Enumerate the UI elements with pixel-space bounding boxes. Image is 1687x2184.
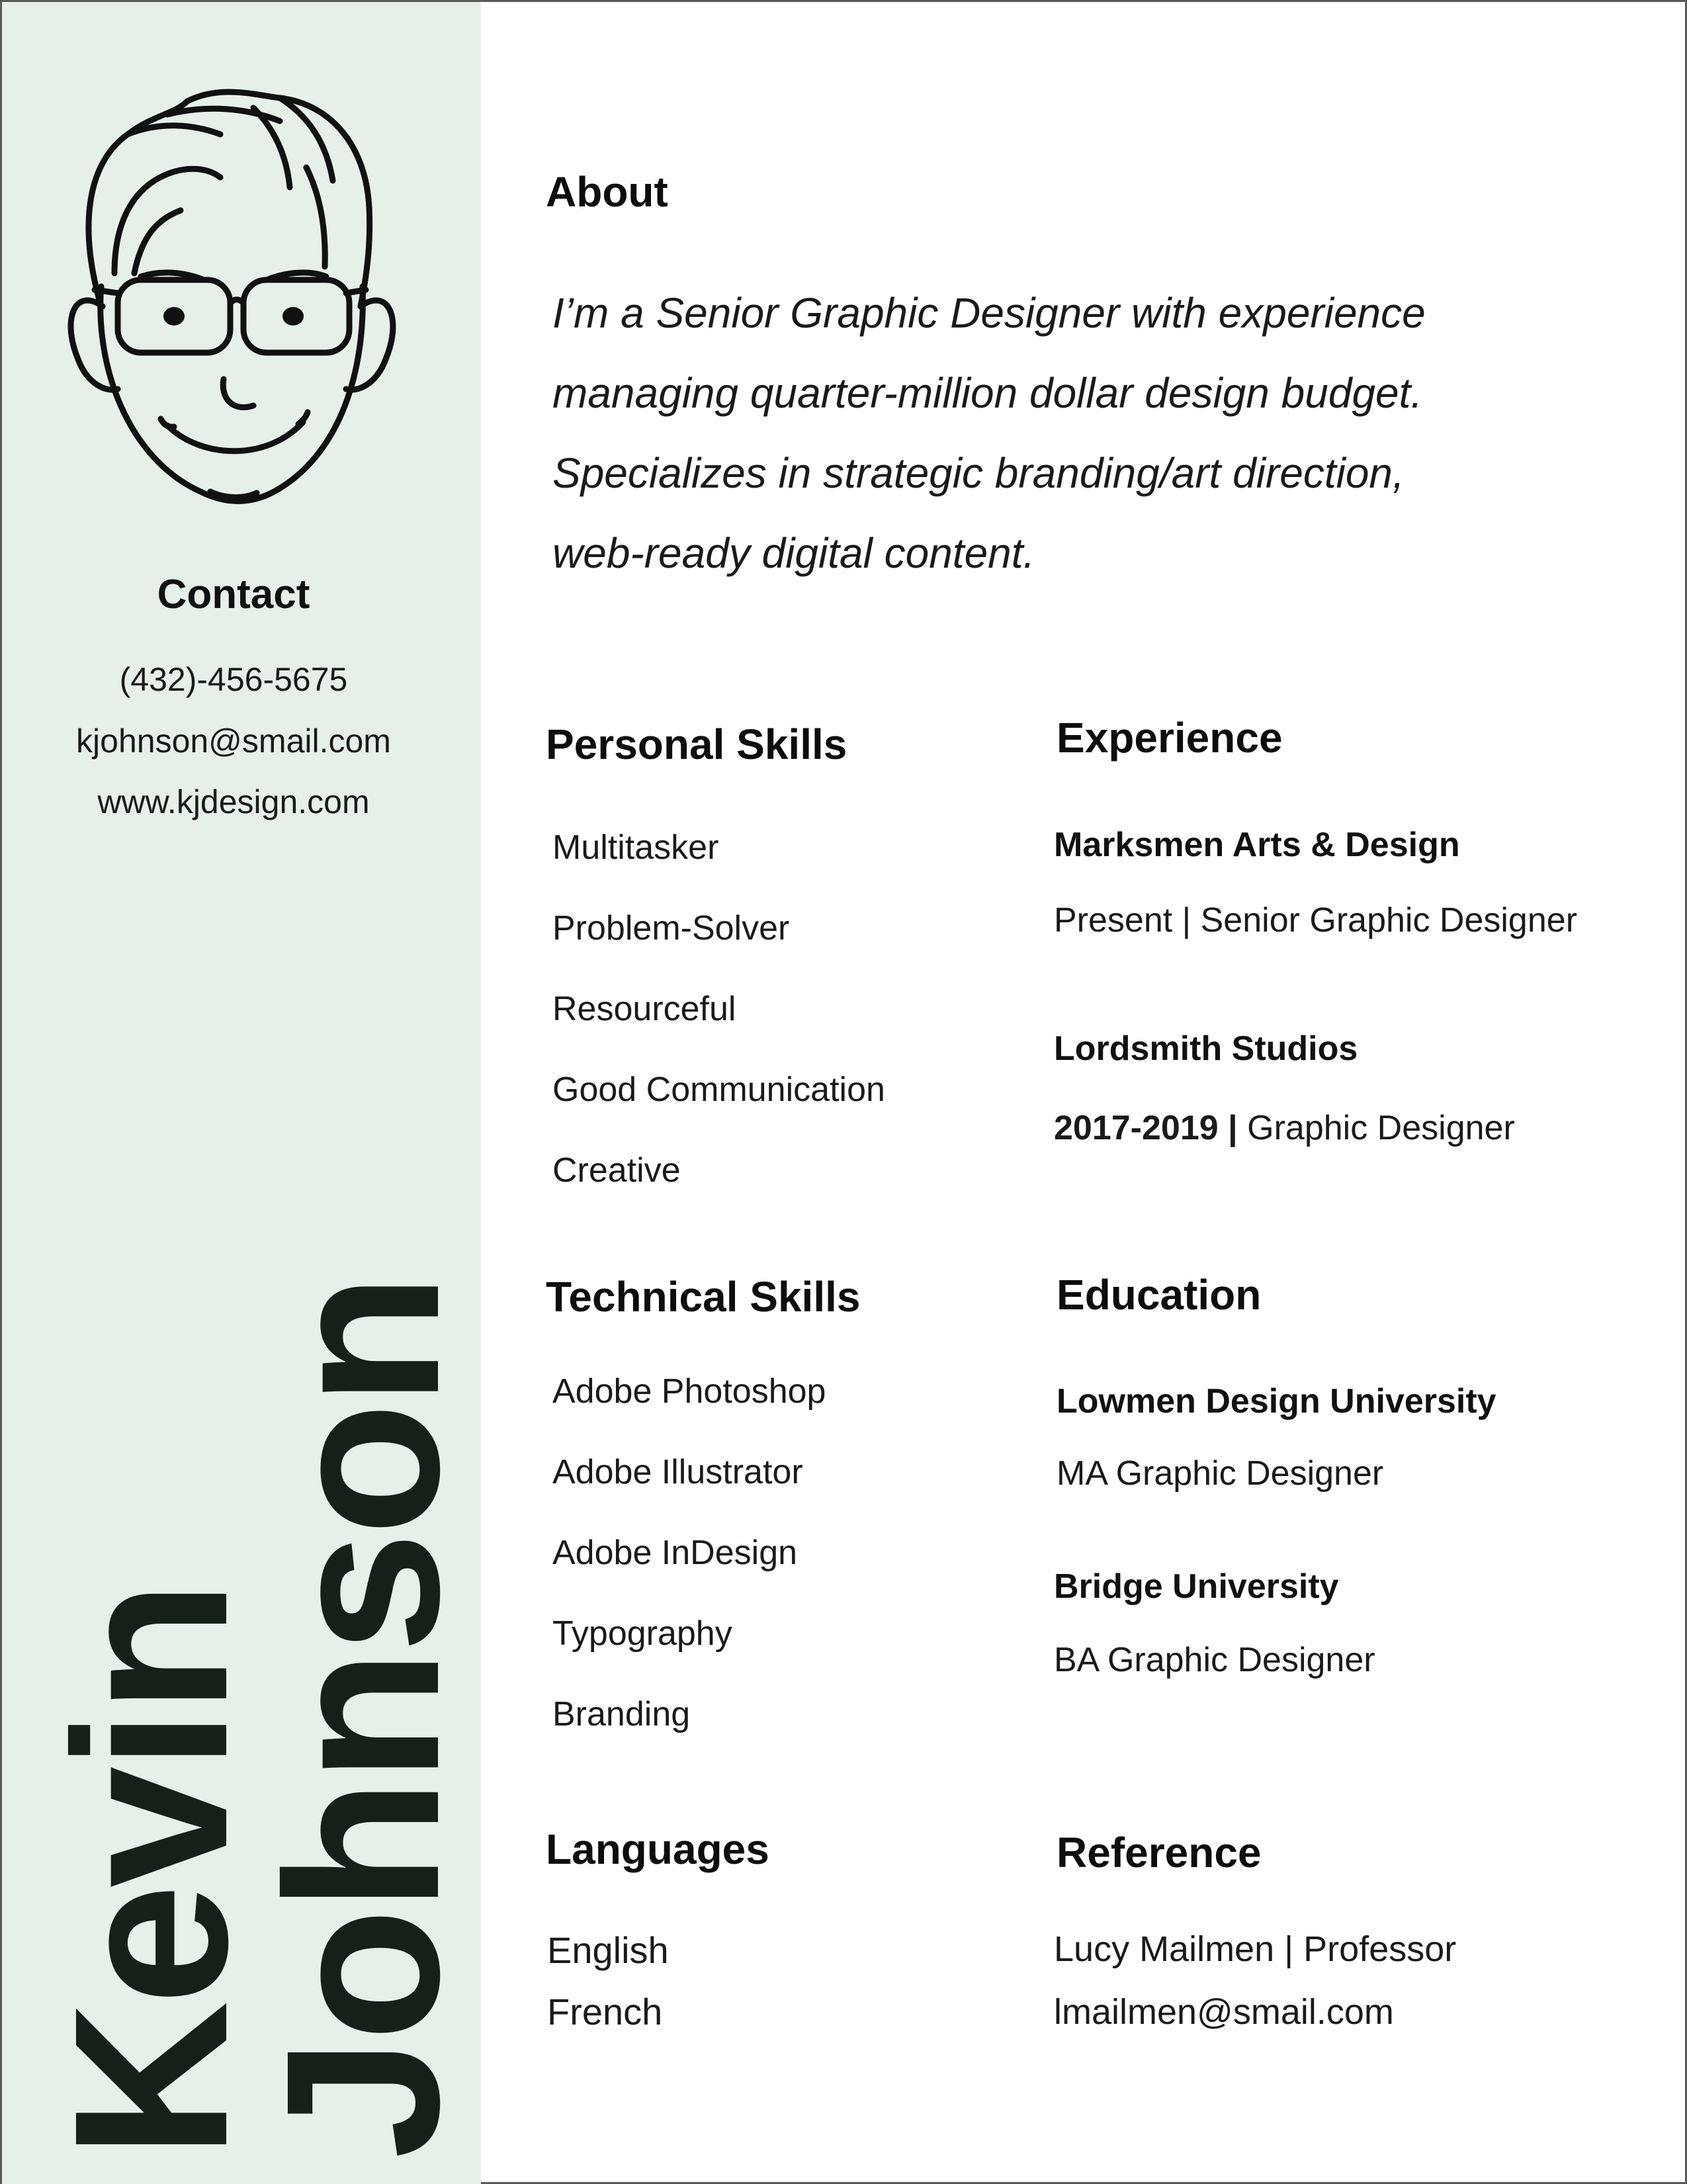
- experience-period: Present: [1054, 901, 1173, 939]
- list-item: Branding: [552, 1695, 691, 1733]
- experience-heading: Experience: [1057, 714, 1283, 762]
- experience-company: Marksmen Arts & Design: [1054, 826, 1460, 864]
- education-school: Lowmen Design University: [1057, 1382, 1496, 1420]
- education-heading: Education: [1057, 1271, 1262, 1319]
- list-item: Resourceful: [552, 990, 736, 1028]
- list-item: Good Communication: [552, 1070, 885, 1109]
- sidebar: [2, 2, 484, 2184]
- list-item: Typography: [552, 1614, 732, 1653]
- reference-heading: Reference: [1057, 1829, 1262, 1876]
- about-line: web-ready digital content.: [552, 529, 1035, 577]
- reference-name: Lucy Mailmen | Professor: [1054, 1929, 1457, 1969]
- list-item: Adobe InDesign: [552, 1534, 798, 1572]
- avatar: [55, 88, 412, 525]
- technical-skills-heading: Technical Skills: [546, 1273, 861, 1321]
- first-name: Kevin: [28, 1584, 273, 2159]
- education-degree: MA Graphic Designer: [1057, 1454, 1384, 1493]
- name-block: [28, 1206, 484, 2159]
- list-item: French: [547, 1991, 663, 2032]
- experience-period: 2017-2019: [1054, 1109, 1219, 1147]
- contact-website: www.kjdesign.com: [97, 783, 370, 820]
- about-text: [552, 273, 1637, 593]
- list-item: Adobe Illustrator: [552, 1453, 803, 1491]
- education-degree: BA Graphic Designer: [1054, 1641, 1375, 1679]
- last-name: Johnson: [240, 1277, 484, 2159]
- experience-company: Lordsmith Studios: [1054, 1029, 1358, 1068]
- about-line: Specializes in strategic branding/art direction,: [552, 449, 1405, 497]
- list-item: English: [547, 1929, 669, 1971]
- about-heading: About: [546, 168, 668, 216]
- personal-skills-heading: Personal Skills: [546, 721, 847, 768]
- experience-period-role: Present | Senior Graphic Designer: [1054, 901, 1578, 939]
- about-line: I’m a Senior Graphic Designer with experience: [552, 289, 1426, 337]
- experience-period-role: 2017-2019 | Graphic Designer: [1054, 1109, 1515, 1147]
- list-item: Adobe Photoshop: [552, 1372, 826, 1411]
- list-item: Multitasker: [552, 828, 719, 867]
- list-item: Creative: [552, 1151, 681, 1190]
- education-school: Bridge University: [1054, 1567, 1339, 1606]
- contact-title: Contact: [157, 572, 310, 617]
- contact-email: kjohnson@smail.com: [76, 722, 391, 760]
- reference-email: lmailmen@smail.com: [1054, 1992, 1394, 2032]
- list-item: Problem-Solver: [552, 909, 790, 947]
- experience-role: Senior Graphic Designer: [1200, 901, 1578, 939]
- contact-phone: (432)-456-5675: [119, 661, 348, 698]
- languages-heading: Languages: [546, 1825, 769, 1873]
- about-line: managing quarter-million dollar design budget.: [552, 369, 1423, 417]
- experience-role: Graphic Designer: [1247, 1109, 1515, 1147]
